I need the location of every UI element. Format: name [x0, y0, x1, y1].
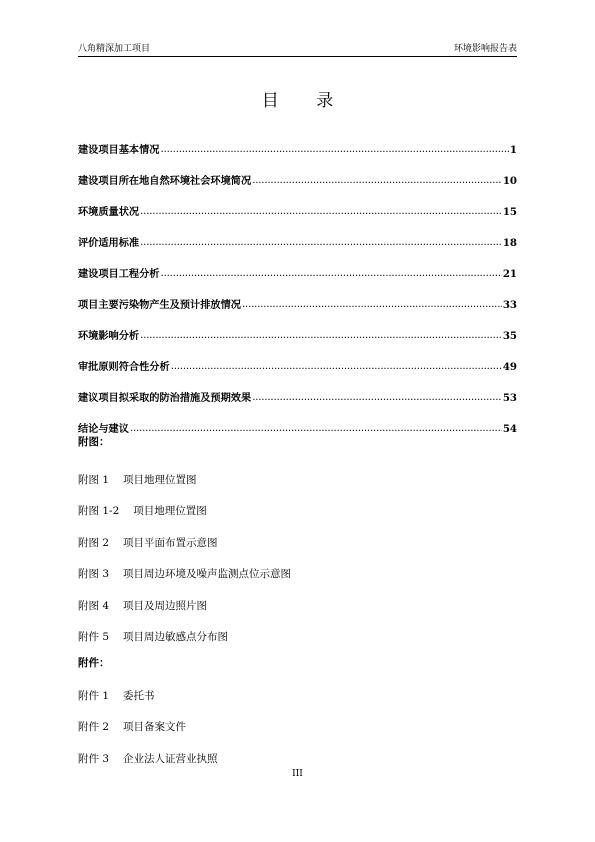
toc-leader-dots	[140, 331, 502, 341]
toc-entry-page: 1	[509, 143, 517, 156]
header-report-type: 环境影响报告表	[453, 44, 517, 54]
attachment-label: 附件 2	[78, 721, 110, 734]
figure-label: 附图 4	[78, 599, 110, 612]
attachment-label: 附件 3	[78, 752, 110, 765]
toc-entry[interactable]	[78, 403, 517, 434]
toc-entry-page: 15	[502, 205, 517, 218]
toc-entry-title: 环境影响分析	[78, 329, 140, 342]
toc-entry-page: 10	[502, 174, 517, 187]
figure-name: 项目周边敏感点分布图	[123, 630, 229, 643]
attachment-item[interactable]	[78, 719, 218, 750]
toc-leader-dots	[140, 238, 502, 248]
attachment-item[interactable]	[78, 688, 218, 719]
figure-item[interactable]	[78, 566, 291, 597]
figure-name: 项目周边环境及噪声监测点位示意图	[123, 568, 292, 581]
figure-name: 项目及周边照片图	[123, 599, 208, 612]
toc-entry-title: 审批原则符合性分析	[78, 360, 170, 373]
figure-item[interactable]	[78, 629, 291, 660]
toc-entry[interactable]	[78, 341, 517, 372]
toc-leader-dots	[252, 176, 502, 186]
toc-entry[interactable]	[78, 279, 517, 310]
figures-heading: 附图：	[78, 436, 110, 448]
toc-entry-title: 结论与建议	[78, 422, 129, 435]
toc-entry-title: 建设项目基本情况	[78, 143, 160, 156]
toc-entry-page: 53	[502, 391, 517, 404]
attachment-label: 附件 1	[78, 690, 110, 702]
toc-entry-title: 环境质量状况	[78, 205, 140, 218]
toc-entry-page: 35	[502, 329, 517, 342]
toc-leader-dots	[140, 207, 502, 217]
attachment-name: 企业法人证营业执照	[123, 752, 218, 765]
toc-entry[interactable]	[78, 155, 517, 186]
page-header	[78, 40, 517, 57]
figure-label: 附图 1-2	[78, 505, 120, 518]
figure-label: 附图 2	[78, 536, 110, 549]
toc-leader-dots	[161, 269, 502, 279]
toc-leader-dots	[242, 300, 502, 310]
toc-entry[interactable]	[78, 248, 517, 279]
toc-entry-title: 项目主要污染物产生及预计排放情况	[78, 298, 241, 311]
toc-entry[interactable]	[78, 372, 517, 403]
figure-item[interactable]	[78, 535, 291, 566]
toc-entry-title: 建设项目所在地自然环境社会环境简况	[78, 174, 252, 187]
figure-name: 项目地理位置图	[133, 505, 207, 518]
toc-leader-dots	[161, 145, 509, 155]
attachment-name: 委托书	[123, 690, 155, 702]
toc-entry-title: 评价适用标准	[78, 236, 140, 249]
figure-label: 附图 1	[78, 474, 110, 486]
figure-item[interactable]	[78, 472, 291, 503]
toc-entry-page: 54	[502, 422, 517, 435]
attachment-name: 项目备案文件	[123, 721, 187, 734]
toc-entry[interactable]	[78, 186, 517, 217]
toc-entry-page: 33	[502, 298, 517, 311]
toc-entry[interactable]	[78, 124, 517, 155]
figure-item[interactable]	[78, 503, 291, 534]
toc-entry-page: 21	[502, 267, 517, 280]
toc-entry-page: 18	[502, 236, 517, 249]
attachments-heading: 附件：	[78, 657, 110, 669]
toc-entry[interactable]	[78, 310, 517, 341]
figure-name: 项目平面布置示意图	[123, 536, 218, 549]
figure-item[interactable]	[78, 598, 291, 629]
toc-title: 目 录	[261, 91, 350, 111]
toc-leader-dots	[130, 424, 502, 434]
figure-name: 项目地理位置图	[123, 474, 197, 486]
figure-label: 附图 3	[78, 568, 110, 581]
table-of-contents	[78, 124, 517, 434]
toc-entry[interactable]	[78, 217, 517, 248]
toc-entry-title: 建设项目工程分析	[78, 267, 160, 280]
toc-entry-page: 49	[502, 360, 517, 373]
toc-leader-dots	[252, 393, 502, 403]
figure-label: 附件 5	[78, 630, 110, 643]
figures-list	[78, 472, 291, 660]
page-number: III	[292, 769, 303, 779]
toc-leader-dots	[171, 362, 502, 372]
toc-entry-title: 建议项目拟采取的防治措施及预期效果	[78, 391, 252, 404]
header-project-name: 八角精深加工项目	[78, 44, 151, 54]
